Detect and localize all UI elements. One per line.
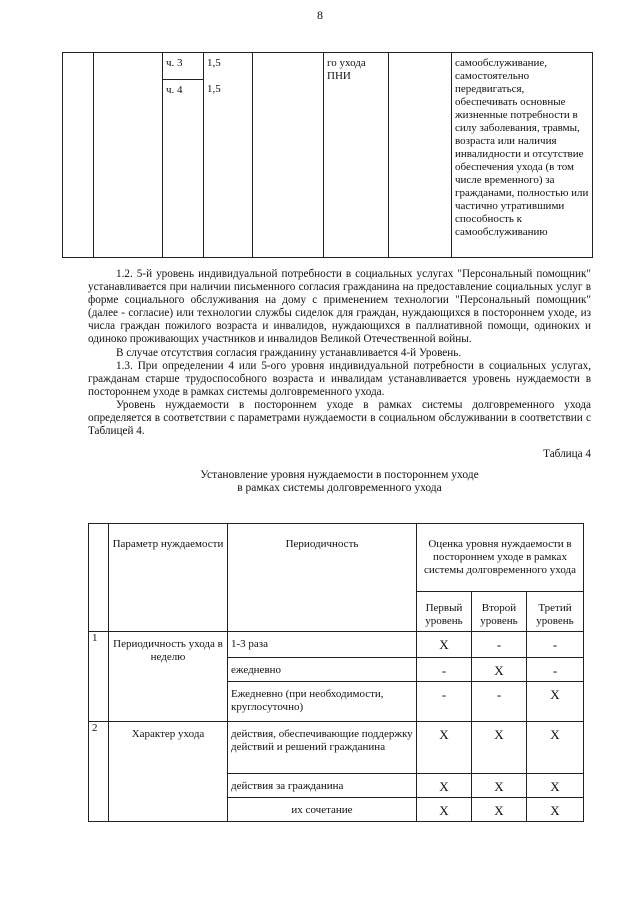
header-periodicity: Периодичность [228, 524, 417, 632]
table-title-line-1: Установление уровня нуждаемости в постороннем уходе [200, 469, 479, 482]
level-3-mark: - [527, 632, 584, 658]
paragraph-consent: В случае отсутствия согласия гражданину устанавливается 4-й Уровень. [116, 346, 462, 359]
level-1-mark: Х [417, 798, 472, 822]
row-label: действия, обеспечивающие поддержку действий и решений гражданина [228, 722, 417, 774]
cell-empty [253, 53, 324, 258]
level-2-mark: Х [472, 774, 527, 798]
level-3-mark: Х [527, 722, 584, 774]
table-title [88, 469, 591, 495]
continued-table [62, 52, 593, 258]
header-level-2: Второй уровень [472, 592, 527, 632]
level-2-mark: Х [472, 658, 527, 682]
group-parameter: Характер ухода [109, 722, 228, 822]
group-parameter: Периодичность ухода в неделю [109, 632, 228, 722]
cell-empty [63, 53, 94, 258]
cell-description: самообслуживание, самостоятельно передвигаться, обеспечивать основные жизненные потребности в силу заболевания, травмы, возраста или наличия инвалидности и отсутствие обеспечения ухода (в том числе временного) за гражданами, полностью или частично утратившими способность к самообслуживанию [452, 53, 593, 258]
level-1-mark: - [417, 682, 472, 722]
cell-values [204, 53, 253, 258]
level-2-mark: Х [472, 798, 527, 822]
level-1-mark: - [417, 658, 472, 682]
header-num-cell [89, 524, 109, 632]
level-1-mark: Х [417, 774, 472, 798]
header-level-3: Третий уровень [527, 592, 584, 632]
header-level-1: Первый уровень [417, 592, 472, 632]
page-number: 8 [317, 8, 323, 22]
level-2-mark: Х [472, 722, 527, 774]
paragraph-1-3: 1.3. При определении 4 или 5-ого уровня индивидуальной потребности в социальных услугах, гражданам старше трудоспособного возраста и инвалидам устанавливается уровень нуждаемости в постороннем уходе в рамках системы долговременного ухода. [88, 359, 591, 398]
header-assessment: Оценка уровня нуждаемости в постороннем уходе в рамках системы долговременного ухода [417, 524, 584, 592]
level-3-mark: Х [527, 774, 584, 798]
cell-empty [94, 53, 163, 258]
level-1-mark: Х [417, 632, 472, 658]
level-2-mark: - [472, 682, 527, 722]
header-parameter: Параметр нуждаемости [109, 524, 228, 632]
value-2: 1,5 [207, 83, 221, 95]
row-label: действия за гражданина [228, 774, 417, 798]
level-3-mark: - [527, 658, 584, 682]
level-3-mark: Х [527, 682, 584, 722]
value-1: 1,5 [207, 57, 221, 69]
cell-empty [389, 53, 452, 258]
paragraph-level: Уровень нуждаемости в постороннем уходе в рамках системы долговременного ухода определяется в соответствии с параметрами нуждаемости в социальном обслуживании в соответствии с Таблицей 4. [88, 398, 591, 438]
paragraph-1-2: 1.2. 5-й уровень индивидуальной потребности в социальных услугах "Персональный помощник" устанавливается при наличии письменного согласия гражданина на предоставление социальных услуг в форме социального обслуживания на дому с применением технологии "Персональный помощник" (далее - согласие) или технологии службы сиделок для граждан, нуждающихся в постороннем уходе, из числа граждан пожилого возраста и инвалидов, нуждающихся в паллиативной помощи, одиноких и одиноко проживающих участников и инвалидов Великой Отечественной войны. [88, 268, 591, 346]
table-4 [88, 523, 584, 822]
row-label: их сочетание [228, 798, 417, 822]
table-label: Таблица 4 [543, 448, 591, 461]
table-title-line-2: в рамках системы долговременного ухода [237, 482, 442, 495]
level-1-mark: Х [417, 722, 472, 774]
code-2: ч. 4 [163, 79, 203, 97]
group-num: 2 [89, 722, 109, 822]
row-label: Ежедневно (при необходимости, круглосуточно) [228, 682, 417, 722]
row-label: ежедневно [228, 658, 417, 682]
level-2-mark: - [472, 632, 527, 658]
cell-care: го ухода ПНИ [324, 53, 389, 258]
cell-codes [163, 53, 204, 258]
group-num: 1 [89, 632, 109, 722]
level-3-mark: Х [527, 798, 584, 822]
row-label: 1-3 раза [228, 632, 417, 658]
code-1: ч. 3 [166, 57, 183, 69]
